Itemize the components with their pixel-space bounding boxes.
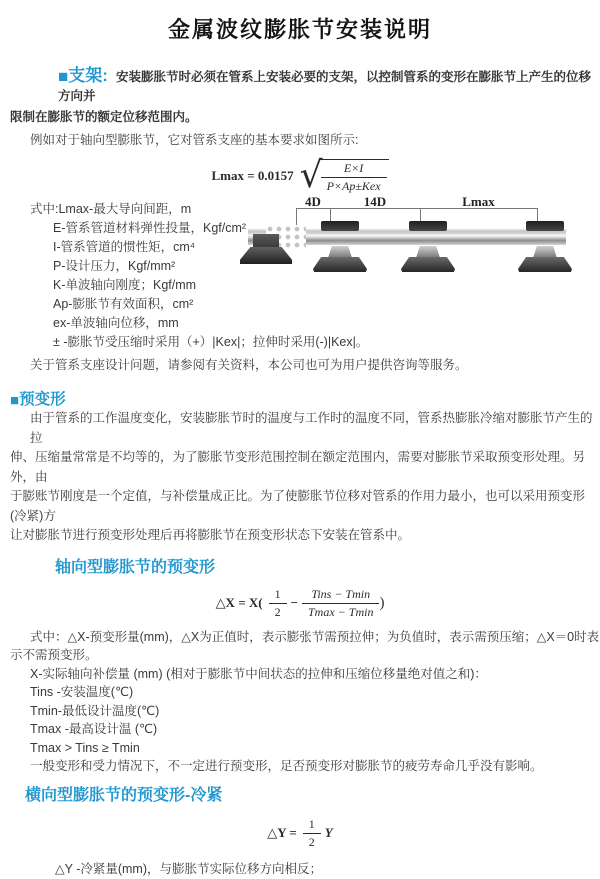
dimension-tick <box>296 208 297 225</box>
note-line: Tmax > Tins ≥ Tmin <box>30 740 140 755</box>
formula-delta-y <box>0 817 600 850</box>
anchor-support <box>240 234 292 270</box>
support-section-title: 支架: <box>68 66 108 85</box>
note-line: Tmax -最高设计温 (℃) <box>30 722 158 736</box>
definition-line: I-管系管道的惯性矩，cm⁴ <box>53 240 196 254</box>
formula-delta-x <box>0 587 600 620</box>
definition-line: Ap-膨胀节有效面积，cm² <box>53 297 194 311</box>
definition-line: P-设计压力，Kgf/mm² <box>53 259 176 273</box>
support-example-line: 例如对于轴向型膨胀节，它对管系支座的基本要求如图所示: <box>30 133 359 147</box>
formula-dy-rhs: Y <box>324 825 333 840</box>
formula-dx-half-fraction: $\frac{1}{2}$ <box>269 587 287 620</box>
guide-support <box>517 221 573 277</box>
note-line: 一般变形和受力情况下，不一定进行预变形，足否预变形对膨胀节的疲劳寿命几乎没有影响。 <box>30 759 543 773</box>
lateral-subsection-title: 横向型膨胀节的预变形-冷紧 <box>25 786 223 804</box>
definition-line: ± -膨胀节受压缩时采用（+）|Kex|；拉伸时采用(-)|Kex|。 <box>53 335 369 349</box>
guide-support <box>312 221 368 277</box>
paragraph-line: 由于管系的工作温度变化，安装膨胀节时的温度与工作时的温度不同，管系热膨胀冷缩对膨胀节产生的拉 <box>30 411 593 445</box>
definition-line: K-单波轴向刚度；Kgf/mm <box>53 278 197 292</box>
support-intro-line2: 限制在膨胀节的额定位移范围内。 <box>10 110 198 124</box>
dim-label-lmax: Lmax <box>462 194 495 209</box>
paragraph-line: 让对膨胀节进行预变形处理后再将膨胀节在预变形状态下安装在管系中。 <box>10 528 411 542</box>
formula-dx-temp-fraction: $\frac{\text{Tins − Tmin}}{Tmax - Tmin}$ <box>302 587 379 620</box>
definition-line: ex-单波轴向位移，mm <box>53 316 179 330</box>
preform-section-heading <box>10 387 600 409</box>
formula-lmax <box>0 155 600 196</box>
formula-lmax-radical <box>299 155 389 196</box>
formula-lmax-denominator: P×Ap±Kex <box>326 178 381 193</box>
axial-notes <box>0 628 600 776</box>
axial-subsection-title: 轴向型膨胀节的预变形 <box>55 558 216 576</box>
dim-label-4d: 4D <box>305 194 321 209</box>
paragraph-line: 于膨账节刚度是一个定值，与补偿量成正比。为了使膨胀节位移对管系的作用力最小，也可以采用预变形(冷紧)方 <box>10 489 586 523</box>
section-marker-icon: ■ <box>58 67 69 86</box>
radical-sign-icon: √ <box>299 155 323 196</box>
definition-line: E-管系管道材料弹性投量，Kgf/cm² <box>53 221 247 235</box>
dim-label-14d: 14D <box>363 194 387 209</box>
note-line: Tins -安装温度(℃) <box>30 685 134 699</box>
dimension-line <box>296 208 537 209</box>
paragraph-line: 伸、压缩量常常是不均等的，为了膨胀节变形范围控制在额定范围内，需要对膨胀节采取预变形处理。另外，由 <box>10 450 586 484</box>
preform-section-title: 预变形 <box>19 391 66 408</box>
formula-lmax-lhs: Lmax = 0.0157 <box>211 168 294 183</box>
definition-line: 式中:Lmax-最大导向间距，m <box>30 202 192 216</box>
support-intro-line1: 安装膨胀节时必须在管系上安装必要的支架，以控制管系的变形在膨胀节上产生的位移方向并 <box>58 70 591 103</box>
note-line: Tmin-最低设计温度(℃) <box>30 703 160 718</box>
support-section-heading-line <box>58 61 600 106</box>
formula-lmax-numerator: E×I <box>321 161 387 178</box>
note-line: 示不需预变形。 <box>10 648 98 662</box>
lateral-note-line: △Y -冷紧量(mm)，与膨胀节实际位移方向相反； <box>55 861 323 876</box>
pipe-support-diagram <box>248 194 580 290</box>
formula-dx-close-paren: ) <box>379 594 385 611</box>
formula-dy-half-fraction: $\frac{1}{2}$ <box>303 817 321 850</box>
formula-dx-minus: − <box>290 595 298 610</box>
formula-dy-lhs: △Y = <box>267 825 297 840</box>
formula-dx-lhs: △X = X( <box>215 595 263 610</box>
page-title: 金属波纹膨胀节安装说明 <box>167 17 432 42</box>
consult-line: 关于管系支座设计问题，请参阅有关资料，本公司也可为用户提供咨询等服务。 <box>30 358 468 372</box>
note-line: 式中：△X-预变形量(mm)，△X为正值时，表示膨张节需预拉伸；为负值时，表示需预压缩；△X＝0时表 <box>30 629 600 644</box>
preform-paragraph <box>0 409 600 546</box>
note-line: X-实际轴向补偿量 (mm) (相对于膨胀节中间状态的拉伸和压缩位移量绝对值之和)： <box>30 666 487 681</box>
guide-support <box>400 221 456 277</box>
section-marker-icon: ■ <box>10 392 20 409</box>
